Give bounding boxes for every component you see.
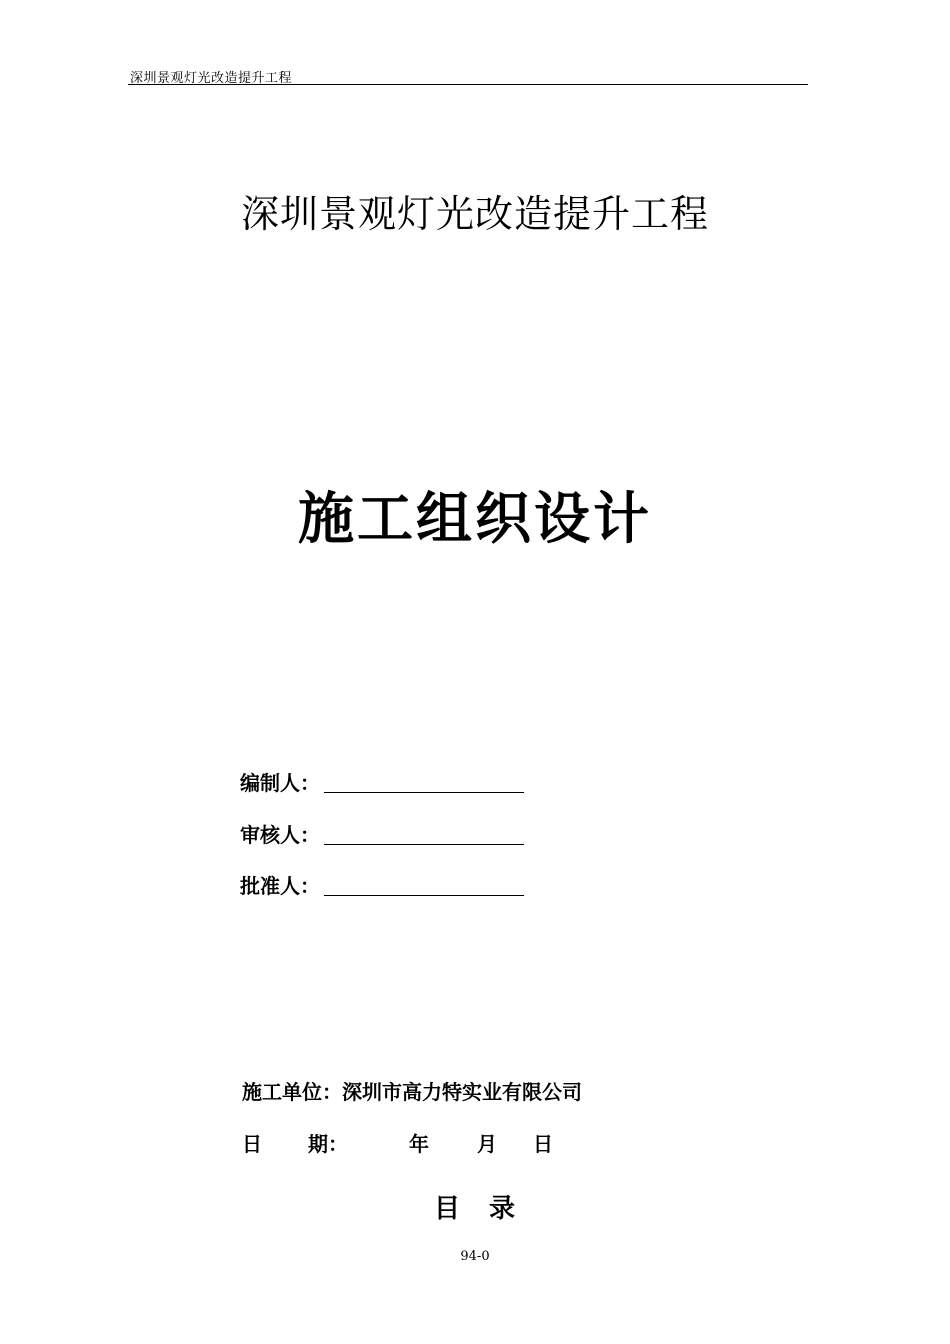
signature-row-compiler — [240, 766, 524, 796]
signature-row-approver — [240, 869, 524, 899]
table-of-contents-title — [0, 1188, 950, 1225]
header-rule — [128, 84, 808, 85]
document-title: 施工组织设计 — [298, 487, 652, 552]
approver-label: 批准人： — [240, 874, 320, 898]
compiler-label: 编制人： — [240, 771, 320, 795]
compiler-signature-line — [324, 792, 524, 793]
construction-unit-label: 施工单位： — [242, 1080, 342, 1104]
date-day-label: 日 — [533, 1132, 553, 1156]
toc-title-part1: 目 — [433, 1194, 461, 1224]
signature-row-reviewer — [240, 818, 524, 848]
date-label-first-char: 日 — [242, 1132, 262, 1156]
construction-unit-row — [242, 1076, 582, 1105]
page-number: 94-0 — [460, 1249, 490, 1264]
date-month-label: 月 — [477, 1132, 497, 1156]
running-header: 深圳景观灯光改造提升工程 — [130, 71, 293, 86]
project-title: 深圳景观灯光改造提升工程 — [240, 192, 709, 236]
toc-title-part2: 录 — [489, 1194, 517, 1224]
date-row — [242, 1128, 642, 1156]
reviewer-signature-line — [324, 844, 524, 845]
reviewer-label: 审核人： — [240, 823, 320, 847]
date-year-label: 年 — [409, 1132, 429, 1156]
approver-signature-line — [324, 895, 524, 896]
date-label-second-part: 期： — [308, 1132, 348, 1156]
construction-unit-value: 深圳市高力特实业有限公司 — [342, 1080, 582, 1104]
